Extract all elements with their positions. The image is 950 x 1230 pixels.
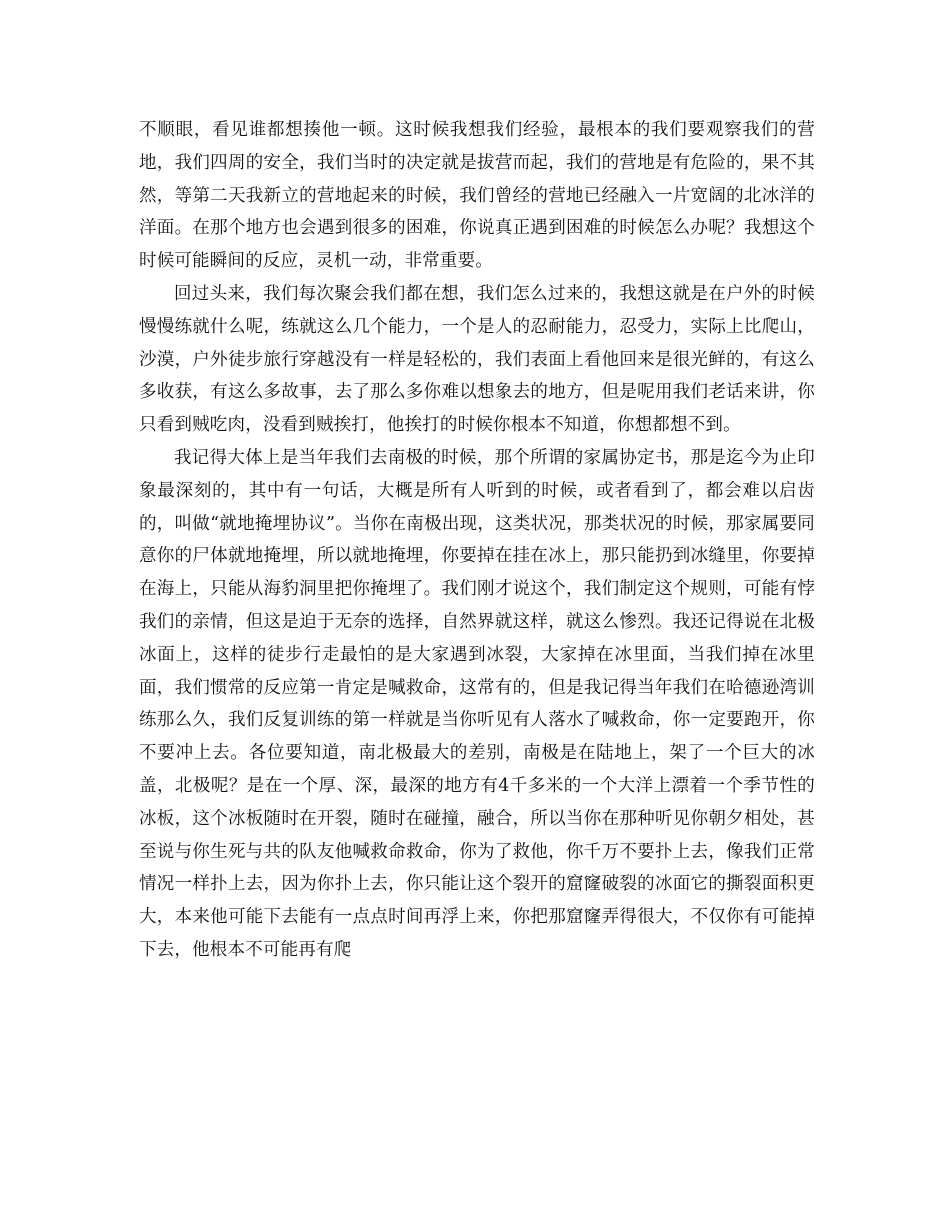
paragraph-2: 回过头来，我们每次聚会我们都在想，我们怎么过来的，我想这就是在户外的时候慢慢练就什么呢，练就这么几个能力，一个是人的忍耐能力，忍受力，实际上比爬山，沙漠，户外徒步旅行穿越没有一样是轻松的，我们表面上看他回来是很光鲜的，有这么多收获，有这么多故事，去了那么多你难以想象去的地方，但是呢用我们老话来讲，你只看到贼吃肉，没看到贼挨打，他挨打的时候你根本不知道，你想都想不到。 <box>139 283 815 436</box>
paragraph-1: 不顺眼，看见谁都想揍他一顿。这时候我想我们经验，最根本的我们要观察我们的营地，我们四周的安全，我们当时的决定就是拔营而起，我们的营地是有危险的，果不其然，等第二天我新立的营地起来的时候，我们曾经的营地已经融入一片宽阔的北冰洋的洋面。在那个地方也会遇到很多的困难，你说真正遇到困难的时候怎么办呢？我想这个时候可能瞬间的反应，灵机一动，非常重要。 <box>139 120 815 272</box>
document-body <box>139 114 815 967</box>
paragraph-3: 我记得大体上是当年我们去南极的时候，那个所谓的家属协定书，那是迄今为止印象最深刻的，其中有一句话，大概是所有人听到的时候，或者看到了，都会难以启齿的，叫做“就地掩埋协议”。当你在南极出现，这类状况，那类状况的时候，那家属要同意你的尸体就地掩埋，所以就地掩埋，你要掉在挂在冰上，那只能扔到冰缝里，你要掉在海上，只能从海豹洞里把你掩埋了。我们刚才说这个，我们制定这个规则，可能有悖我们的亲情，但这是迫于无奈的选择，自然界就这样，就这么惨烈。我还记得说在北极冰面上，这样的徒步行走最怕的是大家遇到冰裂，大家掉在冰里面，当我们掉在冰里面，我们惯常的反应第一肯定是喊救命，这常有的，但是我记得当年我们在哈德逊湾训练那么久，我们反复训练的第一样就是当你听见有人落水了喊救命，你一定要跑开，你不要冲上去。各位要知道，南北极最大的差别，南极是在陆地上，架了一个巨大的冰盖，北极呢？是在一个厚、深，最深的地方有4千多米的一个大洋上漂着一个季节性的冰板，这个冰板随时在开裂，随时在碰撞，融合，所以当你在那种听见你朝夕相处，甚至说与你生死与共的队友他喊救命救命，你为了救他，你千万不要扑上去，像我们正常情况一样扑上去，因为你扑上去，你只能让这个裂开的窟窿破裂的冰面它的撕裂面积更大，本来他可能下去能有一点点时间再浮上来，你把那窟窿弄得很大，不仅你有可能掉下去，他根本不可能再有爬 <box>139 447 815 960</box>
